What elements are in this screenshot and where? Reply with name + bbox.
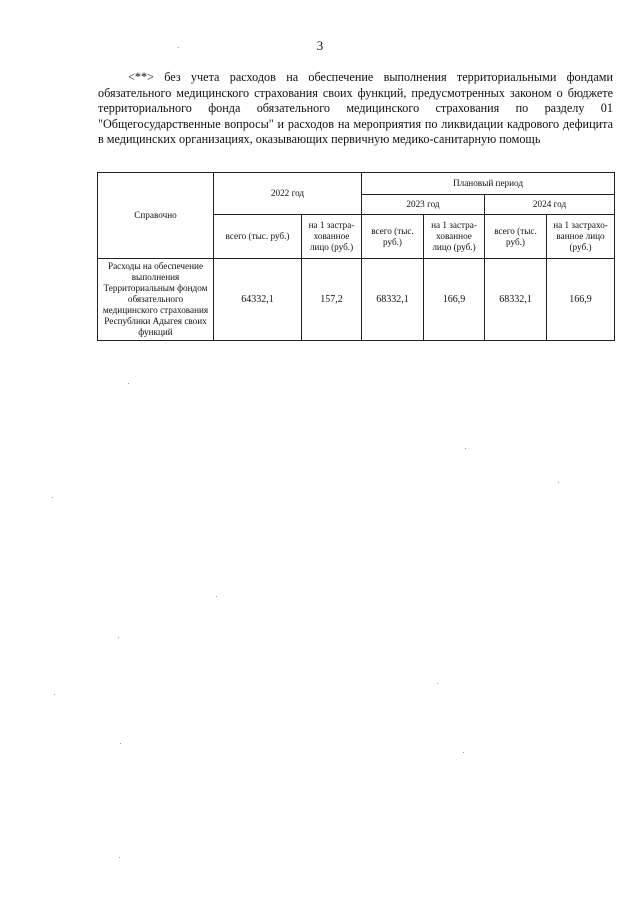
scan-speck [437, 683, 438, 684]
subheader-per-person-2022: на 1 застра-хованное лицо (руб.) [302, 215, 362, 259]
header-year-2022: 2022 год [214, 173, 362, 215]
scan-speck [463, 752, 464, 753]
value-per-person-2022: 157,2 [302, 259, 362, 341]
value-total-2022: 64332,1 [214, 259, 302, 341]
footnote-text: без учета расходов на обеспечение выполнения территориальными фондами обязательного медицинского страхования своих функций, предусмотренных законом о бюджете территориального фонда обязательного медицинского страхования по разделу 01 "Общегосударственные вопросы" и расходов на мероприятия по ликвидации кадрового дефицита в медицинских организациях, оказывающих первичную медико-санитарную помощь [98, 70, 613, 147]
subheader-total-2022: всего (тыс. руб.) [214, 215, 302, 259]
row-label: Расходы на обеспечение выполнения Территориальным фондом обязательного медицинского страхования Республики Адыгея своих функций [98, 259, 214, 341]
subheader-per-person-2024: на 1 застрахо-ванное лицо (руб.) [547, 215, 615, 259]
header-year-2023: 2023 год [362, 195, 485, 215]
value-total-2024: 68332,1 [485, 259, 547, 341]
scan-speck [216, 596, 217, 597]
footnote-marker: <**> [128, 70, 154, 84]
subheader-total-2024: всего (тыс. руб.) [485, 215, 547, 259]
scan-speck [119, 857, 120, 858]
value-per-person-2023: 166,9 [424, 259, 485, 341]
scan-speck [128, 383, 129, 384]
header-year-2024: 2024 год [485, 195, 615, 215]
page-number: 3 [316, 38, 324, 53]
table-row [98, 259, 615, 341]
scan-speck [558, 482, 559, 483]
header-planning-period: Плановый период [362, 173, 615, 195]
scan-speck [52, 497, 53, 498]
scan-speck [54, 694, 55, 695]
scan-speck [178, 47, 179, 48]
value-total-2023: 68332,1 [362, 259, 424, 341]
scan-speck [118, 637, 119, 638]
subheader-per-person-2023: на 1 застра-хованное лицо (руб.) [424, 215, 485, 259]
subheader-total-2023: всего (тыс. руб.) [362, 215, 424, 259]
scan-speck [465, 448, 466, 449]
footnote-paragraph [98, 70, 613, 148]
scan-speck [120, 743, 121, 744]
header-reference: Справочно [98, 173, 214, 259]
reference-table [97, 172, 615, 341]
value-per-person-2024: 166,9 [547, 259, 615, 341]
